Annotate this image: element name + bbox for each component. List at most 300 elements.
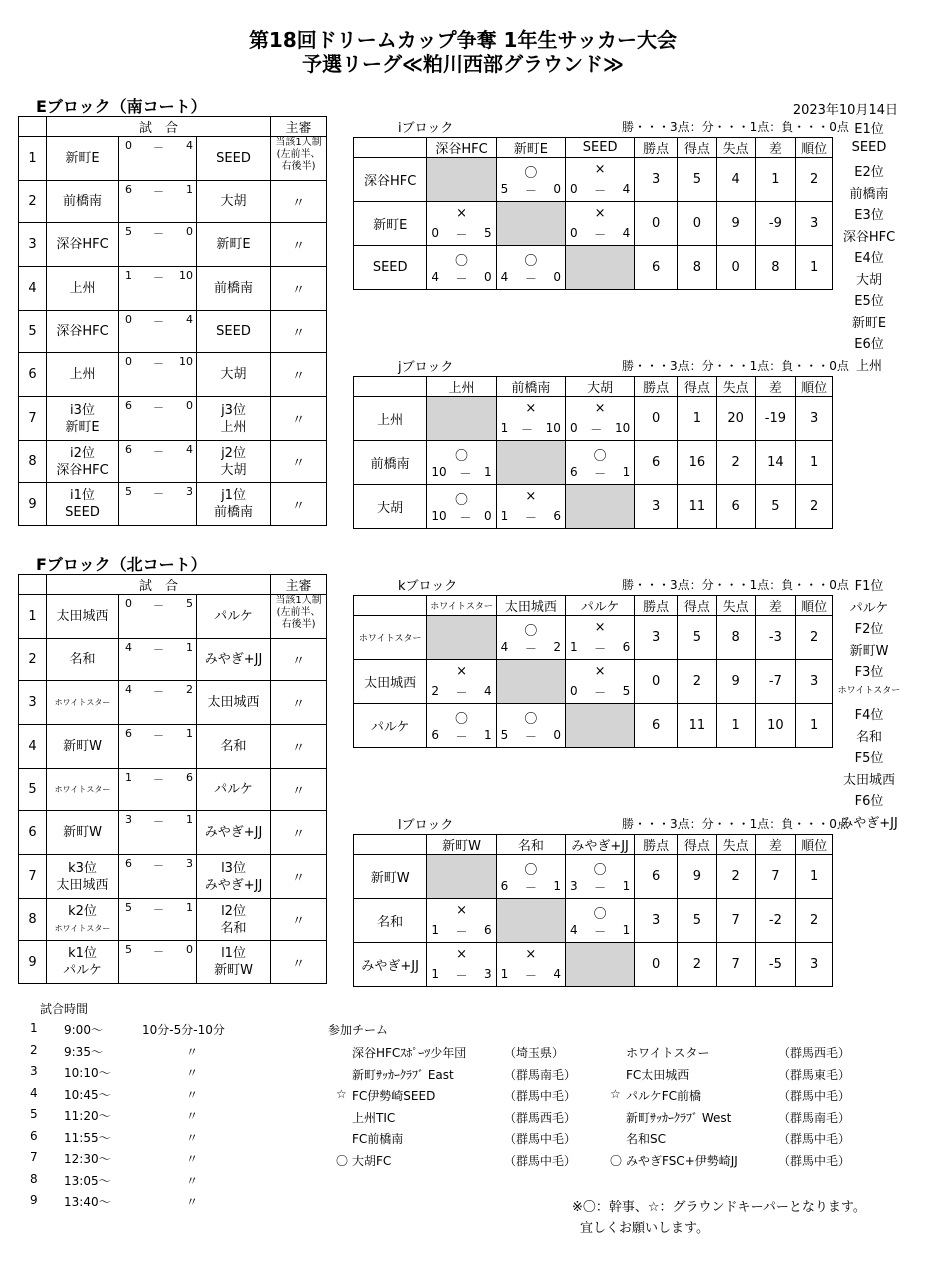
result-score [431, 923, 491, 940]
participant-pref: （群馬中毛） [504, 1153, 577, 1168]
away-team-name: 大胡 [220, 462, 247, 478]
score-for: 0 [569, 226, 578, 240]
away-rank: l1位 [221, 946, 246, 961]
score-against: 1 [622, 465, 631, 479]
match-score [119, 639, 197, 681]
referee-cell: 〃 [271, 681, 327, 725]
ranking-item: 太田城西 [842, 772, 895, 788]
ranking-item: F6位 [854, 794, 884, 809]
referee-text: 当該1人制 [275, 595, 322, 606]
score-dash: － [153, 357, 164, 370]
league-result-cell [427, 899, 496, 943]
away-team-name: 名和 [220, 920, 247, 936]
participant-mark: ☆ [610, 1087, 621, 1101]
league-stat: 11 [678, 485, 717, 529]
result-score [431, 967, 491, 984]
referee-cell: 〃 [271, 855, 327, 899]
league-col-stat: 差 [755, 138, 796, 158]
league-col-stat: 失点 [716, 138, 755, 158]
home-team: 上州 [47, 353, 119, 397]
score-against: 10 [614, 421, 631, 435]
score-dash: － [594, 881, 607, 895]
referee-cell: 〃 [271, 941, 327, 984]
referee-cell: 〃 [271, 483, 327, 526]
away-team-name: 上州 [220, 419, 247, 435]
participant-pref: （群馬中毛） [778, 1132, 851, 1146]
result-score [570, 923, 630, 940]
score-for: 1 [500, 509, 509, 523]
score-dash: － [153, 903, 164, 916]
referee-cell: 〃 [271, 311, 327, 353]
home-score: 0 [125, 597, 132, 610]
league-j-table [353, 376, 833, 529]
header-match: 試 合 [47, 575, 271, 595]
league-col-stat: 得点 [678, 596, 717, 616]
score-dash: － [524, 969, 537, 983]
result-mark: × [594, 206, 606, 221]
score-against: 1 [484, 465, 492, 479]
schedule-duration: 〃 [186, 1087, 199, 1102]
league-result-cell [427, 441, 496, 485]
score-against: 4 [622, 182, 631, 196]
league-stat: 0 [635, 397, 678, 441]
league-col-stat: 勝点 [635, 377, 678, 397]
league-stat: 9 [716, 660, 755, 704]
league-stat: 1 [796, 441, 833, 485]
score-for: 6 [431, 728, 440, 742]
league-result-cell [496, 158, 565, 202]
league-stat: 2 [716, 855, 755, 899]
match-row [19, 397, 327, 441]
result-mark: 〇 [524, 254, 538, 269]
league-stat: 2 [796, 616, 833, 660]
score-dash: － [153, 643, 164, 656]
league-stat: 3 [635, 158, 678, 202]
schedule-time: 11:55～ [64, 1130, 111, 1145]
result-score [431, 728, 491, 745]
away-score: 1 [186, 183, 193, 196]
league-k-table [353, 595, 833, 748]
league-stat: 8 [716, 616, 755, 660]
score-against: 1 [622, 923, 631, 937]
score-dash: － [524, 642, 537, 656]
score-dash: － [153, 599, 164, 612]
away-score: 1 [186, 641, 193, 654]
match-row [19, 639, 327, 681]
ranking-item: みやぎ+JJ [840, 815, 898, 831]
away-team [197, 855, 271, 899]
score-dash: － [153, 945, 164, 958]
home-team-name: 深谷HFC [56, 462, 109, 478]
home-score: 6 [125, 857, 132, 870]
ranking-item: F4位 [854, 708, 884, 723]
league-result-cell [427, 943, 496, 987]
league-self-cell [427, 855, 496, 899]
league-row-team: パルケ [354, 704, 427, 748]
home-score: 4 [125, 641, 132, 654]
match-number: 4 [19, 725, 47, 769]
result-mark: × [456, 903, 467, 918]
result-score [431, 226, 491, 243]
league-self-cell [427, 397, 496, 441]
score-against: 1 [622, 879, 631, 893]
ranking-item: E5位 [854, 294, 884, 309]
result-score [501, 967, 561, 984]
league-stat: -2 [755, 899, 796, 943]
match-number: 1 [19, 137, 47, 181]
result-score [501, 728, 561, 745]
league-col-stat: 失点 [716, 835, 755, 855]
league-result-cell [427, 246, 496, 290]
score-for: 4 [569, 923, 578, 937]
schedule-time: 10:10～ [64, 1066, 111, 1080]
score-dash: － [594, 642, 607, 656]
score-dash: － [153, 401, 164, 414]
score-dash: － [524, 881, 537, 895]
header-blank [19, 575, 47, 595]
league-result-cell [496, 485, 565, 529]
schedule-time: 12:30～ [64, 1152, 111, 1166]
league-stat: 6 [635, 704, 678, 748]
result-mark: 〇 [593, 907, 607, 922]
ranking-item: 上州 [855, 358, 882, 374]
schedule-duration: 〃 [186, 1130, 199, 1145]
home-score: 5 [125, 901, 132, 914]
league-stat: 20 [716, 397, 755, 441]
league-row-team: ホワイトスター [354, 616, 427, 660]
league-stat: 1 [796, 855, 833, 899]
score-dash: － [590, 423, 603, 437]
league-stat: 0 [716, 246, 755, 290]
league-stat: 0 [635, 202, 678, 246]
home-team: 新町W [47, 725, 119, 769]
league-col-stat: 得点 [678, 835, 717, 855]
league-result-cell [496, 397, 565, 441]
league-stat: 16 [678, 441, 717, 485]
result-score [431, 465, 491, 482]
schedule-no: 8 [30, 1171, 38, 1186]
league-col-team: 名和 [496, 835, 565, 855]
home-team: ホワイトスター [47, 769, 119, 811]
home-score: 0 [125, 313, 132, 326]
away-score: 10 [179, 269, 193, 282]
score-for: 6 [500, 879, 509, 893]
league-col-stat: 得点 [678, 138, 717, 158]
header-blank [354, 138, 427, 158]
league-row [354, 441, 833, 485]
block-e-matches [18, 116, 327, 526]
referee-cell: 〃 [271, 223, 327, 267]
score-for: 10 [431, 509, 447, 523]
header-blank [354, 377, 427, 397]
match-number: 6 [19, 353, 47, 397]
away-team [197, 941, 271, 984]
league-stat: 3 [796, 660, 833, 704]
match-number: 3 [19, 223, 47, 267]
match-number: 9 [19, 941, 47, 984]
league-row-team: みやぎ+JJ [354, 943, 427, 987]
match-row [19, 223, 327, 267]
away-team-name: 新町W [214, 963, 253, 978]
participant-team: パルケFC前橋 [626, 1089, 702, 1103]
score-against: 10 [545, 421, 561, 435]
note-line-2: 宜しくお願いします。 [580, 1221, 709, 1236]
ranking-item: E3位 [854, 208, 884, 223]
result-mark: 〇 [455, 493, 469, 508]
result-score [570, 684, 630, 701]
league-self-cell [496, 202, 565, 246]
league-stat: 14 [755, 441, 796, 485]
home-rank: i2位 [70, 445, 95, 461]
match-number: 2 [19, 639, 47, 681]
league-result-cell [565, 855, 634, 899]
match-number: 5 [19, 769, 47, 811]
ranking-item: E4位 [854, 251, 884, 266]
league-col-stat: 勝点 [635, 835, 678, 855]
ranking-item: 新町W [849, 643, 889, 659]
away-team [197, 397, 271, 441]
match-row [19, 353, 327, 397]
home-team [47, 397, 119, 441]
league-result-cell [565, 202, 634, 246]
league-l-title: lブロック [398, 818, 454, 833]
participant-team: 新町ｻｯｶｰｸﾗﾌﾞ West [626, 1110, 732, 1125]
league-col-stat: 失点 [716, 377, 755, 397]
away-score: 4 [186, 313, 193, 326]
league-stat: 1 [716, 704, 755, 748]
schedule-time: 13:05～ [64, 1173, 111, 1188]
score-for: 4 [500, 270, 509, 284]
home-score: 3 [125, 813, 132, 826]
home-team: 新町W [47, 811, 119, 855]
home-team: 深谷HFC [47, 311, 119, 353]
block-e-title: Eブロック（南コート） [36, 97, 207, 116]
result-mark: × [525, 401, 537, 416]
participant-pref: （群馬東毛） [778, 1067, 851, 1082]
league-header-row [354, 138, 833, 158]
league-stat: 8 [755, 246, 796, 290]
result-score [570, 182, 630, 199]
league-result-cell [427, 485, 496, 529]
score-for: 5 [500, 182, 509, 196]
match-row [19, 441, 327, 483]
league-stat: 2 [716, 441, 755, 485]
league-row-team: 大胡 [354, 485, 427, 529]
participant-mark: 〇 [610, 1153, 623, 1168]
away-team: 太田城西 [197, 681, 271, 725]
match-row [19, 311, 327, 353]
home-team-name: 新町E [65, 419, 100, 435]
result-score [431, 270, 491, 287]
league-stat: 5 [678, 158, 717, 202]
score-against: 0 [484, 270, 492, 284]
participant-pref: （群馬西毛） [504, 1110, 577, 1125]
league-result-cell [565, 158, 634, 202]
result-mark: × [456, 664, 467, 679]
match-number: 8 [19, 899, 47, 941]
referee-cell [271, 595, 327, 639]
away-team: みやぎ+JJ [197, 639, 271, 681]
league-stat: -7 [755, 660, 796, 704]
referee-cell: 〃 [271, 181, 327, 223]
home-score: 5 [125, 485, 132, 498]
result-score [501, 270, 561, 287]
participant-pref: （群馬南毛） [778, 1110, 851, 1125]
away-team: 大胡 [197, 353, 271, 397]
result-score [570, 879, 630, 896]
result-mark: 〇 [524, 166, 538, 181]
score-dash: － [524, 511, 537, 525]
league-row-team: SEED [354, 246, 427, 290]
away-score: 3 [186, 857, 193, 870]
score-against: 3 [484, 967, 492, 981]
score-for: 4 [500, 640, 509, 654]
match-score [119, 769, 197, 811]
league-k-title: kブロック [398, 579, 458, 594]
league-col-stat: 得点 [678, 377, 717, 397]
schedule-time: 9:00～ [64, 1023, 103, 1037]
league-row-team: 深谷HFC [354, 158, 427, 202]
match-score [119, 899, 197, 941]
schedule-title: 試合時間 [40, 1002, 89, 1016]
page-subtitle: 予選リーグ≪粕川西部グラウンド≫ [302, 52, 624, 76]
league-row [354, 855, 833, 899]
match-number: 7 [19, 855, 47, 899]
match-number: 8 [19, 441, 47, 483]
match-header-row [19, 117, 327, 137]
match-score [119, 811, 197, 855]
league-row [354, 158, 833, 202]
home-rank: k1位 [68, 946, 97, 961]
participant-mark: ☆ [336, 1087, 347, 1101]
league-stat: 6 [716, 485, 755, 529]
league-col-team: 深谷HFC [427, 138, 496, 158]
league-stat: 3 [635, 899, 678, 943]
schedule-duration: 10分-5分-10分 [142, 1023, 225, 1037]
schedule-duration: 〃 [186, 1173, 199, 1188]
home-score: 0 [125, 355, 132, 368]
score-against: 5 [622, 684, 631, 698]
result-score [431, 509, 491, 526]
match-score [119, 223, 197, 267]
league-self-cell [565, 246, 634, 290]
result-mark: 〇 [593, 863, 607, 878]
schedule-time: 10:45～ [64, 1087, 111, 1102]
referee-text: (左前半、 [276, 149, 321, 160]
league-col-stat: 差 [755, 835, 796, 855]
league-stat: 5 [678, 616, 717, 660]
score-dash: － [153, 685, 164, 698]
score-dash: － [455, 969, 468, 983]
league-row-team: 太田城西 [354, 660, 427, 704]
result-mark: × [594, 401, 606, 416]
home-rank: i3位 [70, 402, 95, 418]
referee-text: 右後半) [281, 619, 316, 630]
match-row [19, 137, 327, 181]
score-dash: － [524, 184, 537, 198]
league-l-table [353, 834, 833, 987]
home-team: 上州 [47, 267, 119, 311]
home-score: 4 [125, 683, 132, 696]
away-score: 0 [186, 399, 193, 412]
league-col-team: 新町W [427, 835, 496, 855]
result-score [501, 182, 561, 199]
away-rank: j3位 [221, 402, 246, 418]
score-dash: － [594, 467, 607, 481]
league-self-cell [565, 485, 634, 529]
score-dash: － [459, 467, 472, 481]
score-dash: － [153, 271, 164, 284]
away-team: SEED [197, 311, 271, 353]
home-team [47, 441, 119, 483]
home-score: 1 [125, 269, 132, 282]
score-dash: － [594, 184, 607, 198]
match-number: 2 [19, 181, 47, 223]
match-row [19, 595, 327, 639]
league-stat: 10 [755, 704, 796, 748]
league-stat: 3 [796, 202, 833, 246]
referee-cell: 〃 [271, 353, 327, 397]
away-rank: j1位 [221, 488, 246, 503]
score-dash: － [459, 511, 472, 525]
score-for: 0 [431, 226, 440, 240]
away-score: 4 [186, 139, 193, 152]
match-number: 6 [19, 811, 47, 855]
ranking-item: 大胡 [855, 272, 882, 288]
header-blank [354, 835, 427, 855]
schedule-duration: 〃 [186, 1195, 199, 1209]
score-against: 1 [553, 879, 561, 893]
home-team: 深谷HFC [47, 223, 119, 267]
match-number: 7 [19, 397, 47, 441]
league-col-stat: 失点 [716, 596, 755, 616]
match-score [119, 441, 197, 483]
league-col-team: 大胡 [565, 377, 634, 397]
schedule-duration: 〃 [186, 1066, 199, 1080]
schedule-time: 13:40～ [64, 1195, 111, 1209]
match-score [119, 681, 197, 725]
referee-cell [271, 137, 327, 181]
participant-team: 大胡FC [352, 1153, 392, 1168]
league-row-team: 新町E [354, 202, 427, 246]
home-score: 6 [125, 727, 132, 740]
participant-pref: （群馬西毛） [778, 1046, 851, 1060]
away-score: 10 [179, 355, 193, 368]
league-stat: 7 [716, 943, 755, 987]
home-team-name: ホワイトスター [54, 923, 111, 933]
league-result-cell [427, 202, 496, 246]
ranking-item: 新町E [851, 315, 887, 331]
league-row-team: 名和 [354, 899, 427, 943]
ranking-item: F5位 [854, 751, 884, 766]
away-team-name: みやぎ+JJ [204, 877, 263, 893]
away-team: パルケ [197, 769, 271, 811]
participant-pref: （埼玉県） [504, 1046, 565, 1060]
league-result-cell [565, 441, 634, 485]
ranking-item: SEED [851, 139, 887, 155]
league-self-cell [427, 158, 496, 202]
league-row [354, 943, 833, 987]
score-against: 2 [553, 640, 561, 654]
match-score [119, 353, 197, 397]
participant-team: FC太田城西 [626, 1067, 690, 1082]
score-against: 0 [553, 270, 561, 284]
league-col-stat: 順位 [796, 835, 833, 855]
home-score: 1 [125, 771, 132, 784]
league-result-cell [496, 246, 565, 290]
league-stat: 5 [678, 899, 717, 943]
league-stat: 6 [635, 246, 678, 290]
